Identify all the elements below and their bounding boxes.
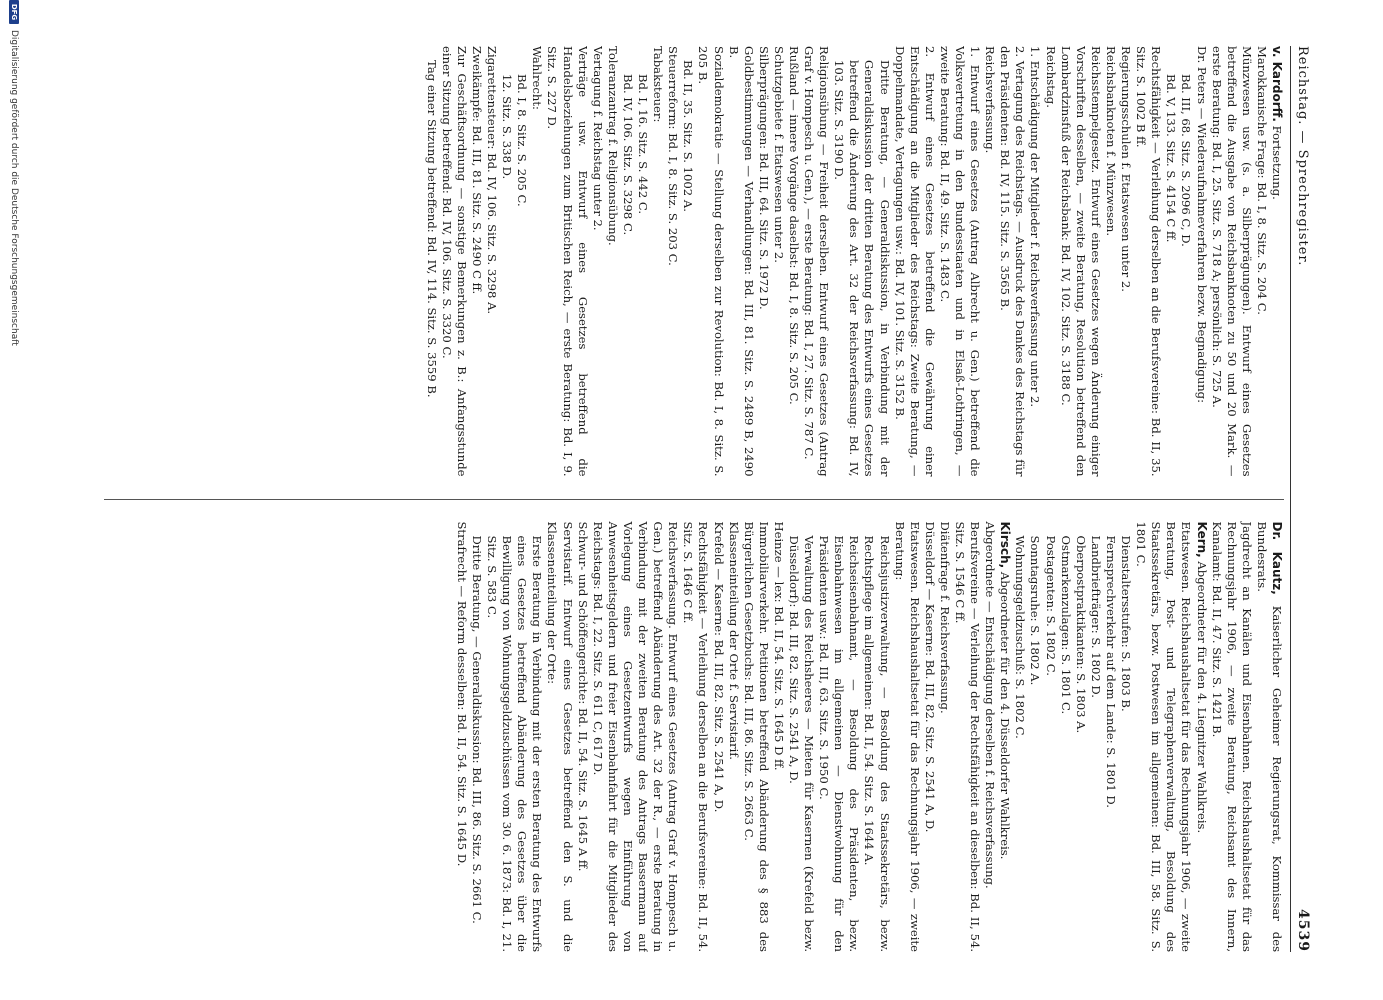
entry-text: Rußland — innere Vorgänge daselbst: Bd. I, 8. Sitz. S. 205 C. <box>787 46 801 405</box>
entry-text: Reichsverfassung. <box>983 46 998 154</box>
entry-text: Zur Geschäftsordnung — sonstige Bemerkungen z. B.: Anfangsstunde einer Sitzung betreffend: Bd. IV, 106. Sitz. S. 3320 C. <box>439 46 469 477</box>
register-entry <box>439 46 469 477</box>
entry-text: Bd. V, 133. Sitz. S. 4154 C ff. <box>1164 74 1179 243</box>
entry-text: Etatswesen. Reichshaushaltsetat für das Rechnungsjahr 1906, — zweite Beratung, Post- und Telegraphenverwaltung, Besoldung des Staatssekretärs, bezw. Postwesen im allgemeinen: Bd. III, 58. Sitz. S. 1801 C. <box>1134 521 1194 953</box>
register-entry <box>1209 46 1254 477</box>
entry-text: Goldbestimmungen — Verhandlungen: Bd. III, 81. Sitz. S. 2489 B, 2490 B. <box>726 46 756 477</box>
register-entry <box>831 46 891 477</box>
entry-text: 12. Sitz. S. 338 D. <box>500 74 515 180</box>
register-entry <box>937 521 952 952</box>
register-entry <box>484 521 544 952</box>
entry-text: Wohnungsgeldzuschuß: S. 1802 C. <box>1013 535 1028 739</box>
entry-text: 2. Vertagung des Reichstags. — Ausdruck des Dankes des Reichstags für den Präsidenten: Bd. IV, 115. Sitz. S. 3565 B. <box>998 46 1028 477</box>
register-entry <box>1118 521 1133 952</box>
entry-text: Zigarettensteuer: Bd. IV, 106. Sitz. S. 3298 A. <box>485 46 500 315</box>
register-entry <box>1269 46 1284 477</box>
register-entry <box>786 521 816 952</box>
register-entry <box>937 46 982 477</box>
register-entry <box>469 46 484 477</box>
register-entry <box>1027 46 1042 477</box>
register-entry <box>1254 46 1269 477</box>
register-entry <box>952 521 982 952</box>
register-entry <box>680 521 710 952</box>
entry-text: Erste Beratung in Verbindung mit der ersten Beratung des Entwurfs eines Gesetzes betreffend Abänderung des Gesetzes über die Bewilligung von Wohnungsgeldzuschüssen vom 30. 6. 1873: Bd. I, 21. Sitz. S. 583 C. <box>485 535 545 953</box>
entry-text: Dienstaltersstufen: S. 1803 B. <box>1119 535 1134 712</box>
register-entry <box>861 521 891 952</box>
entry-text: Rechtsfähigkeit — Verleihung derselben an die Berufsvereine: Bd. II, 54. Sitz. S. 1646 C ff. <box>681 521 711 953</box>
register-entry <box>982 521 997 952</box>
register-entry <box>514 46 529 477</box>
register-entry <box>1103 521 1118 952</box>
register-entry <box>710 521 725 952</box>
entry-text: Berufsvereine — Verleihung der Rechtsfähigkeit an dieselben: Bd. II, 54. Sitz. S. 1546 C ff. <box>953 521 983 953</box>
entry-text: Religionsübung — Freiheit derselben. Entwurf eines Gesetzes (Antrag Graf v. Hompesch u. Gen.), — erste Beratung: Bd. I, 27. Sitz. S. 787 C. <box>802 46 832 477</box>
register-entry <box>997 46 1027 477</box>
entry-text: Etatswesen. Reichshaushaltsetat für das Rechnungsjahr 1906, — zweite Beratung: <box>892 521 922 953</box>
register-entry <box>892 521 922 952</box>
entry-text: 1. Entwurf eines Gesetzes (Antrag Albrecht u. Gen.) betreffend die Volksvertretung in den Bundesstaaten und in Elsaß-Lothringen, — zweite Beratung: Bd. II, 49. Sitz. S. 1483 C. <box>937 46 983 477</box>
register-entry <box>1163 46 1178 477</box>
page-header <box>1290 46 1311 952</box>
register-entry <box>665 46 680 477</box>
register-entry <box>801 46 831 477</box>
register-entry <box>605 46 620 477</box>
register-entry <box>1043 46 1058 477</box>
register-entry <box>469 521 484 952</box>
entry-text: Dritte Beratung, — Generaldiskussion, in Verbindung mit der Generaldiskussion der dritten Beratung des Entwurfs eines Gesetzes betreffend die Änderung des Art. 32 der Reichsverfassung: Bd. IV, 103. Sitz. S. 3190 D. <box>832 60 892 477</box>
entry-text: Abgeordneter für den 4. Liegnitzer Wahlkreis. <box>1194 561 1209 834</box>
entry-text: Verwaltung des Reichsheeres — Mieten für Kasernen (Krefeld bezw. Düsseldorf): Bd. III, 82. Sitz. S. 2541 A, D. <box>787 535 817 953</box>
register-entry <box>726 521 741 952</box>
register-entry <box>741 521 771 952</box>
register-entry <box>499 46 514 477</box>
register-entry <box>424 46 439 477</box>
register-entry <box>1088 521 1103 952</box>
register-entry <box>1254 521 1284 952</box>
register-entry <box>1193 46 1208 477</box>
register-entry <box>695 46 725 477</box>
entry-text: Strafrecht — Reform desselben: Bd. II, 54. Sitz. S. 1645 D. <box>454 521 469 867</box>
entry-text: Reichseisenbahnamt, — Besoldung des Präsidenten, bezw. Eisenbahnwesen im allgemeinen — Dienstwohnung für den Präsidenten usw.: Bd. III, 63. Sitz. S. 1950 C. <box>817 535 862 953</box>
entry-text: Klasseneinteilung der Orte f. Servistarif. <box>726 521 741 760</box>
entry-text: Wahlrecht: <box>530 46 545 110</box>
register-entry <box>544 46 589 477</box>
register-entry <box>1043 521 1058 952</box>
register-entry <box>982 46 997 477</box>
entry-text: Oberpostpraktikanten: S. 1803 A. <box>1073 535 1088 734</box>
register-entry <box>1133 521 1193 952</box>
register-entry <box>1027 521 1042 952</box>
entry-text: Schutzgebiete f. Etatswesen unter 2. <box>771 46 786 263</box>
register-entry <box>1012 521 1027 952</box>
register-entry <box>544 521 574 952</box>
entry-text: Verträge usw. Entwurf eines Gesetzes betreffend die Handelsbeziehungen zum Britischen Reich, — erste Beratung: Bd. I, 9. Sitz. S. 227 D. <box>545 46 590 477</box>
register-entry <box>529 46 544 477</box>
register-entry <box>590 46 605 477</box>
entry-text: Sozialdemokratie — Stellung derselben zur Revolution: Bd. I, 8. Sitz. S. 205 B. <box>696 46 726 477</box>
entry-text: Dritte Beratung, — Generaldiskussion: Bd. III, 86. Sitz. S. 2661 C. <box>470 535 485 924</box>
entry-text: Münzwesen usw. (s. a. Silberprägungen). Entwurf eines Gesetzes betreffend die Ausgabe von Reichsbanknoten zu 50 und 20 Mark. — erste Beratung: Bd. I, 25. Sitz. S. 718 A; persönlich: S. 725 A. <box>1209 46 1254 477</box>
entry-text: Abgeordnete — Entschädigung derselben f. Reichsverfassung. <box>983 521 998 889</box>
register-entry <box>1193 521 1208 952</box>
register-entry <box>771 46 786 477</box>
register-entry <box>1209 521 1254 952</box>
speaker-name: v. Kardorff. <box>1270 46 1284 122</box>
entry-text: Zweikämpfe: Bd. III, 81. Sitz. S. 2490 C ff. <box>470 46 485 295</box>
entry-text: Bd. II, 35. Sitz. S. 1002 A. <box>681 60 696 212</box>
entry-text: 2. Entwurf eines Gesetzes betreffend die Gewährung einer Entschädigung an die Mitglieder des Reichstags: Zweite Beratung, — Doppelmandate, Vertagungen usw.: Bd. IV, 101. Sitz. S. 3152 B. <box>892 46 937 477</box>
entry-text: 1. Entschädigung der Mitglieder f. Reichsverfassung unter 2. <box>1028 46 1043 408</box>
entry-text: Tag einer Sitzung betreffend: Bd. IV, 114. Sitz. S. 3559 B. <box>424 60 439 398</box>
register-entry <box>1178 46 1193 477</box>
column-divider <box>104 499 1284 500</box>
entry-text: Diätenfrage f. Reichsverfassung. <box>937 521 952 714</box>
register-entry <box>892 46 937 477</box>
entry-text: Reichsbanknoten f. Münzwesen. <box>1103 46 1118 237</box>
entry-text: Steuerreform: Bd. I, 8. Sitz. S. 203 C. <box>666 46 681 266</box>
entry-text: Reichstag. <box>1043 46 1058 108</box>
entry-text: Vertagung f. Reichstag unter 2. <box>590 46 605 231</box>
register-entry <box>1103 46 1118 477</box>
entry-text: Fortsetzung. <box>1270 125 1284 200</box>
speaker-name: Dr. Kautz, <box>1270 521 1284 595</box>
entry-text: Postagenten: S. 1802 C. <box>1043 535 1058 676</box>
register-entry <box>922 521 937 952</box>
entry-text: Heinze — lex: Bd. II, 54. Sitz. S. 1645 D ff. <box>771 521 786 771</box>
register-entry <box>575 521 590 952</box>
register-entry <box>635 46 650 477</box>
entry-text: Marokkanische Frage: Bd. I, 8. Sitz. S. 204 C. <box>1254 46 1269 315</box>
speaker-name: Kirsch, <box>998 521 1013 569</box>
entry-text: Krefeld — Kaserne: Bd. III, 82. Sitz. S. 2541 A, D. <box>711 521 726 813</box>
page-number: 4539 <box>1295 909 1311 952</box>
entry-text: Jagdrecht an Kanälen und Eisenbahnen. Reichshaushaltsetat für das Rechnungsjahr 1906, — zweite Beratung, Reichsamt des Innern, Kanalamt: Bd. II, 47. Sitz. S. 1421 B. <box>1209 521 1254 953</box>
register-entry <box>1073 521 1088 952</box>
entry-text: Immobiliarverkehr. Petitionen betreffend Abänderung des § 883 des Bürgerlichen Gesetzbuchs: Bd. III, 86. Sitz. S. 2663 C. <box>741 521 771 953</box>
entry-text: Dr. Peters — Wiederaufnahmeverfahren bezw. Begnadigung: <box>1194 46 1209 404</box>
entry-text: Ostmarkenzulagen: S. 1801 C. <box>1058 535 1073 715</box>
funding-text: Digitalisierung gefördert durch die Deutsche Forschungsgemeinschaft <box>9 30 19 346</box>
entry-text: Bd. I, 8. Sitz. S. 205 C. <box>515 74 530 207</box>
register-entry <box>590 521 681 952</box>
entry-text: Abgeordneter für den 4. Düsseldorfer Wahlkreis. <box>998 571 1013 860</box>
register-entry <box>650 46 665 477</box>
entry-text: Landbriefträger: S. 1802 D. <box>1088 535 1103 698</box>
entry-text: Regierungsschulen f. Etatswesen unter 2. <box>1119 46 1134 292</box>
register-entry <box>1058 46 1103 477</box>
entry-text: Rechtsfähigkeit — Verleihung derselben an die Berufsvereine: Bd. II, 35. Sitz. S. 1002 B ff. <box>1134 46 1164 477</box>
left-column <box>104 46 1284 477</box>
entry-text: Sonntagsruhe: S. 1802 A. <box>1028 535 1043 686</box>
entry-text: Kaiserlicher Geheimer Regierungsrat, Kommissar des Bundesrats. <box>1254 521 1284 953</box>
entry-text: Fernsprechverkehr auf dem Lande: S. 1801 D. <box>1103 535 1118 808</box>
entry-text: Reichsverfassung. Entwurf eines Gesetzes (Antrag Graf v. Hompesch u. Gen.) betreffend Abänderung des Art. 32 der R., — erste Beratung in Verbindung mit der zweiten Beratung des Antrags Bassermann auf Vorlegung eines Gesetzentwurfs wegen Einführung von Anwesenheitsgeldern und freier Eisenbahnfahrt für die Mitglieder des Reichstags: Bd. I, 22. Sitz. S. 611 C, 617 D. <box>590 521 681 953</box>
entry-text: Silberprägungen: Bd. III, 64. Sitz. S. 1972 D. <box>756 46 771 310</box>
entry-text: Schwur- und Schöffengerichte: Bd. II, 54. Sitz. S. 1645 A ff. <box>575 521 590 872</box>
register-entry <box>771 521 786 952</box>
entry-text: Tabaksteuer: <box>651 46 666 123</box>
right-column <box>104 521 1284 952</box>
register-entry <box>1118 46 1133 477</box>
register-entry <box>816 521 861 952</box>
register-entry <box>1133 46 1163 477</box>
entry-text: Bd. III, 68. Sitz. S. 2096 C, D. <box>1179 74 1194 247</box>
entry-text: Bd. IV, 106. Sitz. S. 3298 C. <box>620 74 635 236</box>
register-entry <box>484 46 499 477</box>
register-entry <box>680 46 695 477</box>
entry-text: Düsseldorf — Kaserne: Bd. III, 82. Sitz. S. 2541 A, D. <box>922 521 937 833</box>
register-entry <box>620 46 635 477</box>
register-entry <box>454 521 469 952</box>
register-entry <box>997 521 1012 952</box>
dfg-logo: DFG <box>9 0 19 24</box>
register-entry <box>786 46 801 477</box>
entry-text: Reichsstempelgesetz. Entwurf eines Gesetzes wegen Änderung einiger Vorschriften desselben, — zweite Beratung, Resolution betreffend den Lombardzinsfuß der Reichsbank: Bd. IV, 102. Sitz. S. 3188 C. <box>1058 46 1103 477</box>
register-entry <box>1058 521 1073 952</box>
speaker-name: Kern, <box>1194 521 1209 558</box>
funding-note <box>0 0 28 1000</box>
entry-text: Servistarif. Entwurf eines Gesetzes betreffend den S. und die Klasseneinteilung der Orte: <box>545 521 575 953</box>
entry-text: Reichsjustizverwaltung, — Besoldung des Staatssekretärs, bezw. Rechtspflege im allgemeinen: Bd. II, 54. Sitz. S. 1644 A. <box>862 535 892 953</box>
entry-text: Toleranzantrag f. Religionsübung. <box>605 46 620 246</box>
running-title: Reichstag. — Sprechregister. <box>1295 46 1310 267</box>
two-column-body <box>104 46 1284 952</box>
register-entry <box>726 46 756 477</box>
entry-text: Bd. I, 16. Sitz. S. 442 C. <box>636 74 651 215</box>
register-entry <box>756 46 771 477</box>
